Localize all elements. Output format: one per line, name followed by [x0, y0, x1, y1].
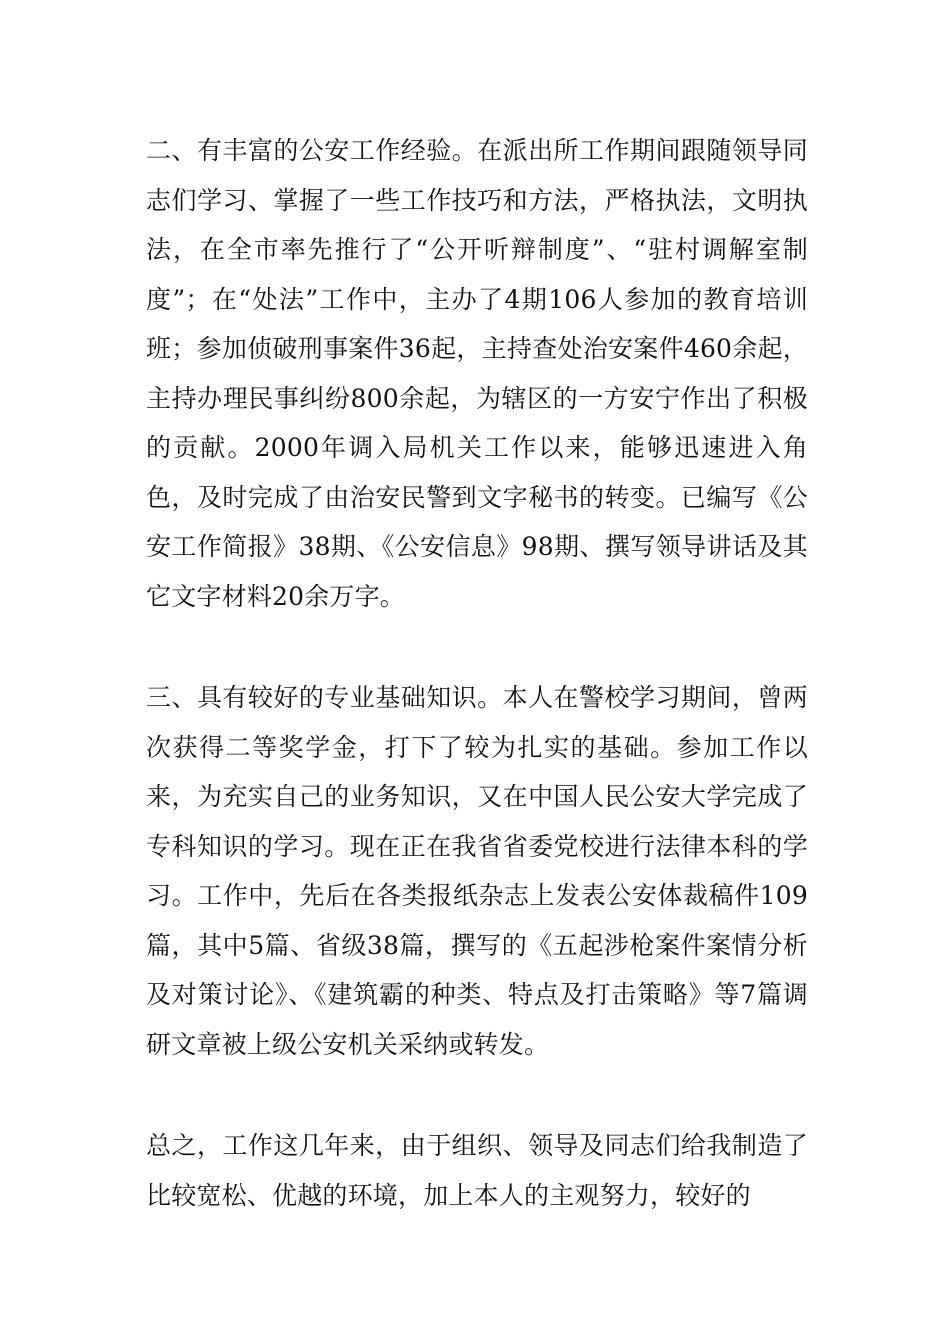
paragraph-summary: 总之，工作这几年来，由于组织、领导及同志们给我制造了比较宽松、优越的环境，加上本人的主观努力，较好的: [146, 1131, 808, 1210]
paragraph-work-experience: 二、有丰富的公安工作经验。在派出所工作期间跟随领导同志们学习、掌握了一些工作技巧和方法，严格执法，文明执法，在全市率先推行了“公开听辩制度”、“驻村调解室制度”；在“处法”工作中，主办了4期106人参加的教育培训班；参加侦破刑事案件36起，主持查处治安案件460余起，主持办理民事纠纷800余起，为辖区的一方安宁作出了积极的贡献。2000年调入局机关工作以来，能够迅速进入角色，及时完成了由治安民警到文字秘书的转变。已编写《公安工作简报》38期、《公安信息》98期、撰写领导讲话及其它文字材料20余万字。: [146, 136, 808, 611]
document-page: [146, 126, 808, 1220]
paragraph-professional-knowledge: 三、具有较好的专业基础知识。本人在警校学习期间，曾两次获得二等奖学金，打下了较为扎实的基础。参加工作以来，为充实自己的业务知识，又在中国人民公安大学完成了专科知识的学习。现在正在我省省委党校进行法律本科的学习。工作中，先后在各类报纸杂志上发表公安体裁稿件109篇，其中5篇、省级38篇，撰写的《五起涉枪案件案情分析及对策讨论》、《建筑霸的种类、特点及打击策略》等7篇调研文章被上级公安机关采纳或转发。: [146, 683, 808, 1059]
